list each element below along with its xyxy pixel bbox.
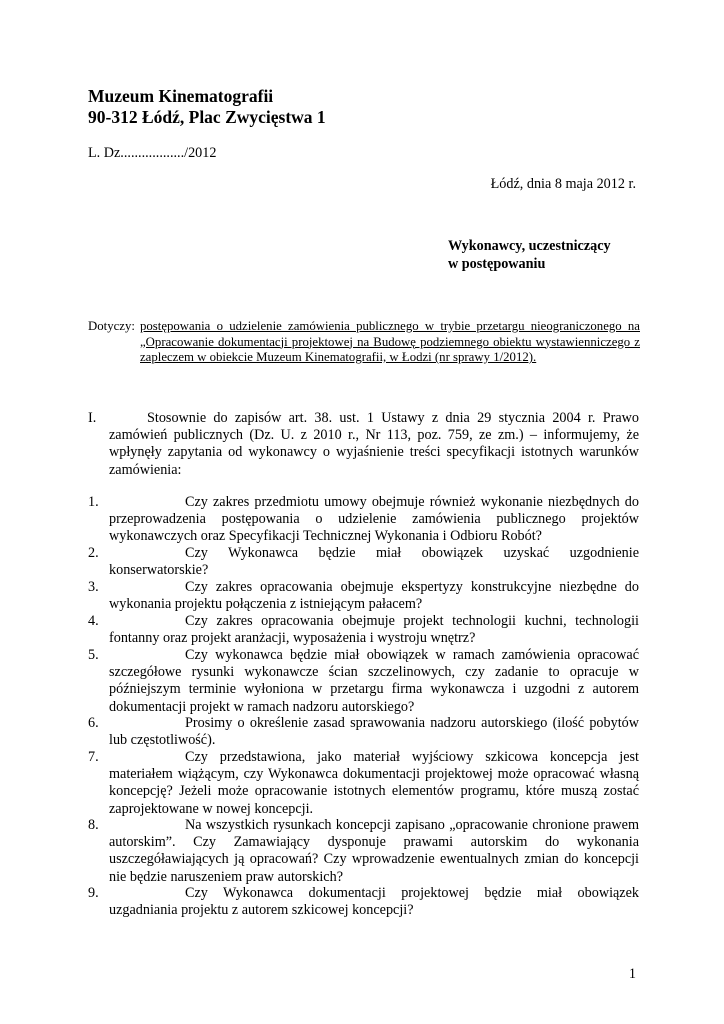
question-number: 9. xyxy=(88,885,99,901)
question-text: Czy wykonawca będzie miał obowiązek w ramach zamówienia opracować szczegółowe rysunki wykonawcze ścian szczelinowych, czy zadanie to opracuje w późniejszym terminie wyłoniona w przetargu firma wykonawcza i uzgodni z autorem dokumentacji projekt w ramach nadzoru autorskiego? xyxy=(109,647,639,715)
question-text: Czy zakres przedmiotu umowy obejmuje również wykonanie niezbędnych do przeprowadzenia postępowania o udzielenie zamówienia publicznego projektów wykonawczych oraz Specyfikacji Technicznej Wykonania i Odbioru Robót? xyxy=(109,494,639,545)
question-text: Prosimy o określenie zasad sprawowania nadzoru autorskiego (ilość pobytów lub częstotliwość). xyxy=(109,715,639,749)
subject-text: postępowania o udzielenie zamówienia publicznego w trybie przetargu nieograniczonego na „Opracowanie dokumentacji projektowej na Budowę podziemnego obiektu wystawienniczego z zapleczem w obiekcie Muzeum Kinematografii, w Łodzi (nr sprawy 1/2012). xyxy=(140,319,640,364)
question-number: 3. xyxy=(88,579,99,595)
section-number: I. xyxy=(88,410,97,426)
question-number: 1. xyxy=(88,494,99,510)
letter-date: Łódź, dnia 8 maja 2012 r. xyxy=(490,176,636,192)
question-number: 8. xyxy=(88,817,99,833)
reference-number: L. Dz................../2012 xyxy=(88,145,217,161)
question-number: 7. xyxy=(88,749,99,765)
question-text: Czy Wykonawca będzie miał obowiązek uzyskać uzgodnienie konserwatorskie? xyxy=(109,545,639,579)
question-text: Na wszystkich rysunkach koncepcji zapisano „opracowanie chronione prawem autorskim”. Czy Zamawiający dysponuje prawami autorskim do wykonania uszczegóławiających ją opracowań? Czy wprowadzenie ewentualnych zmian do koncepcji nie będzie naruszeniem praw autorskich? xyxy=(109,817,639,885)
question-number: 4. xyxy=(88,613,99,629)
institution-address: 90-312 Łódź, Plac Zwycięstwa 1 xyxy=(88,107,326,127)
question-number: 2. xyxy=(88,545,99,561)
recipient-line-1: Wykonawcy, uczestniczący xyxy=(448,238,611,254)
question-text: Czy zakres opracowania obejmuje ekspertyzy konstrukcyjne niezbędne do wykonania projektu połączenia z istniejącym pałacem? xyxy=(109,579,639,613)
subject-label: Dotyczy: xyxy=(88,319,135,333)
recipient-block xyxy=(448,237,611,273)
question-text: Czy zakres opracowania obejmuje projekt technologii kuchni, technologii fontanny oraz projekt aranżacji, wyposażenia i wystroju wnętrz? xyxy=(109,613,639,647)
question-text: Czy przedstawiona, jako materiał wyjściowy szkicowa koncepcja jest materiałem wiążącym, czy Wykonawca dokumentacji projektowej może opracować własną koncepcję? Jeżeli może opracowanie istotnych elementów programu, które muszą zostać zaprojektowane w nowej koncepcji. xyxy=(109,749,639,817)
page-number: 1 xyxy=(628,966,636,982)
section-text: Stosownie do zapisów art. 38. ust. 1 Ustawy z dnia 29 stycznia 2004 r. Prawo zamówień publicznych (Dz. U. z 2010 r., Nr 113, poz. 759, ze zm.) – informujemy, że wpłynęły zapytania od wykonawcy o wyjaśnienie treści specyfikacji istotnych warunków zamówienia: xyxy=(109,410,639,478)
institution-name: Muzeum Kinematografii xyxy=(88,86,274,106)
recipient-line-2: w postępowaniu xyxy=(448,256,546,272)
question-number: 5. xyxy=(88,647,99,663)
question-text: Czy Wykonawca dokumentacji projektowej będzie miał obowiązek uzgadniania projektu z autorem szkicowej koncepcji? xyxy=(109,885,639,919)
question-number: 6. xyxy=(88,715,99,731)
